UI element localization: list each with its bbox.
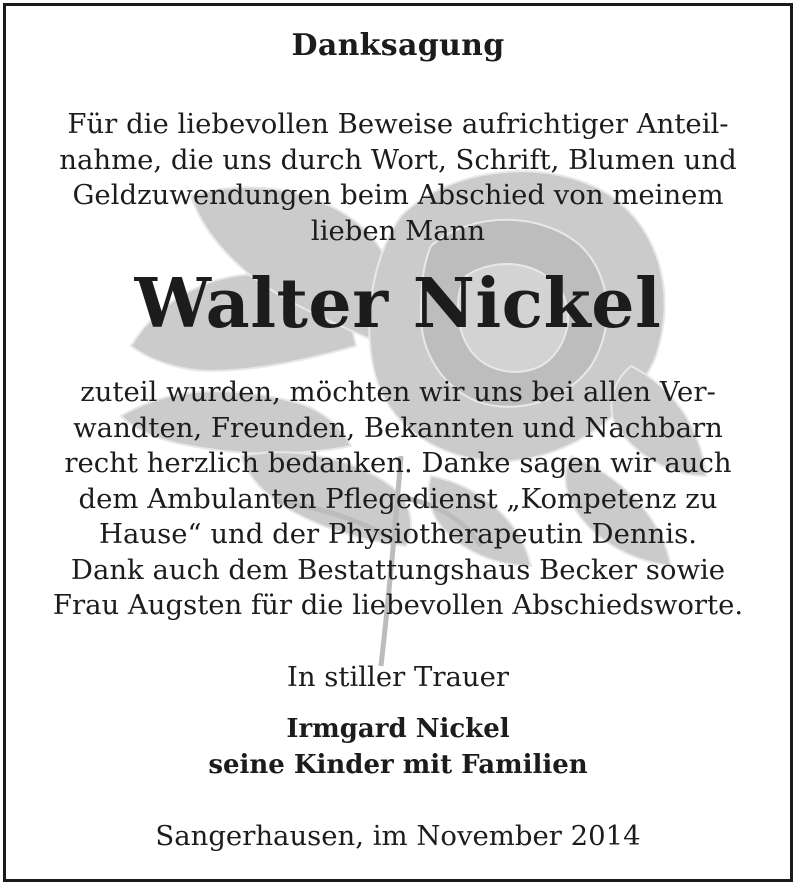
- place-date: Sangerhausen, im November 2014: [155, 820, 641, 852]
- thanks-line: Frau Augsten für die liebevollen Abschiedsworte.: [52, 589, 744, 621]
- thanks-line: zuteil wurden, möchten wir uns bei allen Ver-: [80, 376, 716, 408]
- intro-line: lieben Mann: [310, 214, 486, 247]
- intro-line: Geldzuwendungen beim Abschied von meinem: [72, 179, 724, 211]
- signers-block: [6, 711, 790, 783]
- signer-name: seine Kinder mit Familien: [208, 750, 588, 780]
- thanks-line: recht herzlich bedanken. Danke sagen wir auch: [64, 447, 732, 479]
- thanks-line: dem Ambulanten Pflegedienst „Kompetenz zu: [78, 482, 718, 515]
- heading-title: Danksagung: [291, 28, 505, 63]
- thanks-line: Hause“ und der Physiotherapeutin Dennis.: [99, 518, 697, 550]
- thanks-line: Dank auch dem Bestattungshaus Becker sowie: [70, 553, 726, 586]
- intro-line: Für die liebevollen Beweise aufrichtiger Anteil-: [67, 108, 729, 140]
- deceased-name: Walter Nickel: [134, 264, 662, 344]
- thanks-line: wandten, Freunden, Bekannten und Nachbarn: [73, 411, 723, 444]
- thanks-paragraph: [6, 375, 790, 624]
- signer-name: Irmgard Nickel: [286, 714, 510, 744]
- intro-paragraph: [6, 107, 790, 249]
- intro-line: nahme, die uns durch Wort, Schrift, Blumen und: [59, 143, 737, 176]
- mourning-phrase: In stiller Trauer: [286, 661, 510, 693]
- obituary-card: [3, 3, 793, 882]
